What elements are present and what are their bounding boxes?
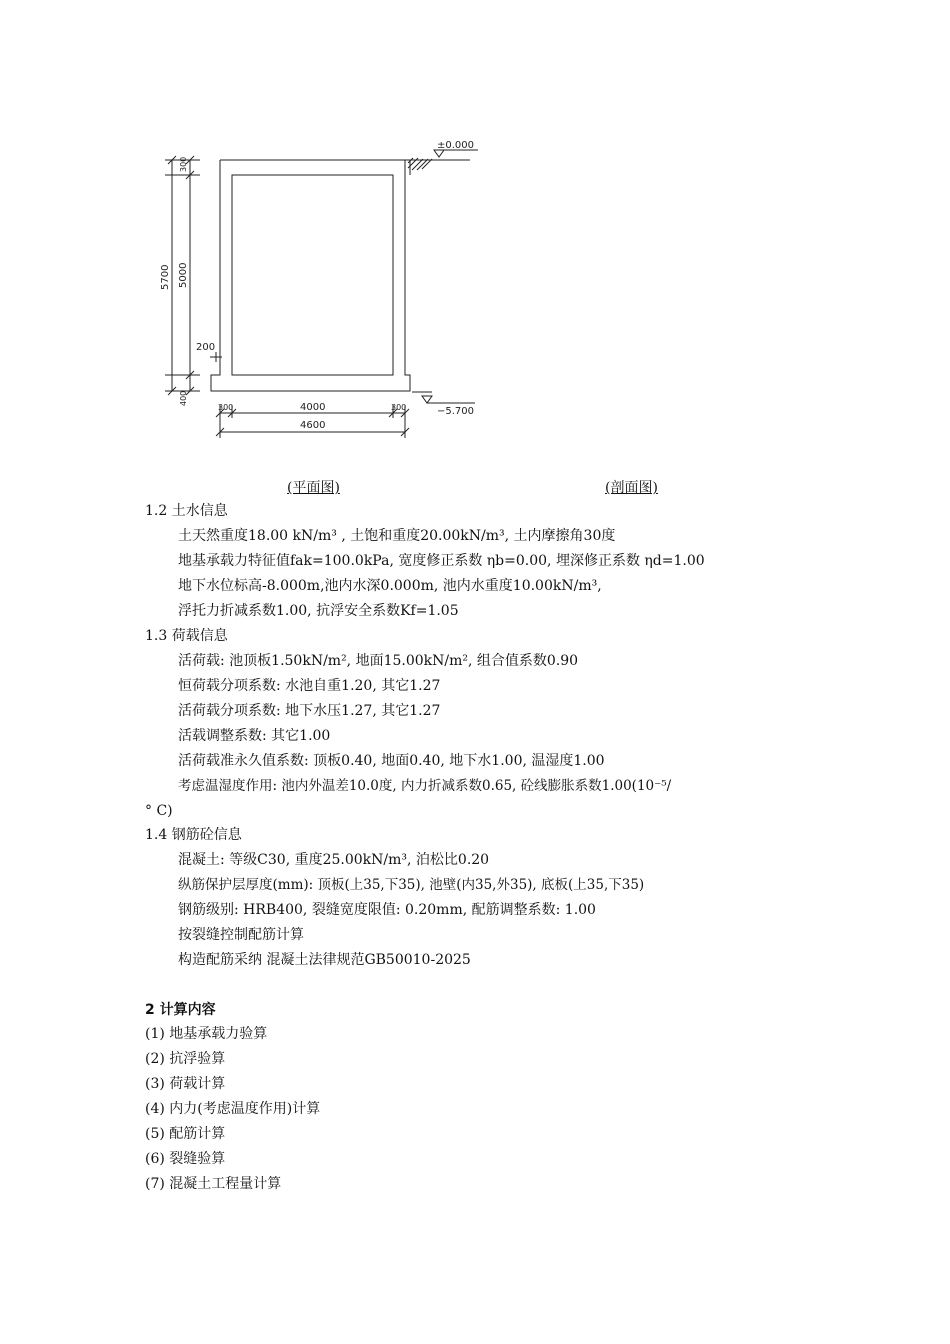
list-item: (3) 荷载计算: [145, 1076, 226, 1092]
section-heading-1-4: 1.4 钢筋砼信息: [145, 827, 242, 843]
dim-roof: 300: [179, 156, 188, 172]
text-line: 构造配筋采纳 混凝土法律规范GB50010-2025: [178, 952, 471, 968]
elevation-top-label: ±0.000: [437, 140, 475, 151]
list-item: (6) 裂缝验算: [145, 1151, 226, 1167]
text-line: ° C): [145, 803, 173, 819]
section-heading-1-2: 1.2 土水信息: [145, 503, 228, 519]
text-line: 考虑温湿度作用: 池内外温差10.0度, 内力折减系数0.65, 砼线膨胀系数1.00(10⁻⁵/: [178, 778, 672, 794]
caption-section: (剖面图): [605, 480, 658, 496]
dim-total-width: 4600: [300, 420, 326, 431]
dim-inner-width: 4000: [300, 402, 326, 413]
list-item: (7) 混凝土工程量计算: [145, 1176, 282, 1192]
text-line: 恒荷载分项系数: 水池自重1.20, 其它1.27: [178, 678, 441, 694]
text-line: 活荷载: 池顶板1.50kN/m², 地面15.00kN/m², 组合值系数0.90: [178, 653, 579, 669]
list-item: (2) 抗浮验算: [145, 1051, 226, 1067]
dim-base: 400: [179, 390, 188, 406]
text-line: 活载调整系数: 其它1.00: [178, 728, 331, 744]
text-line: 地下水位标高-8.000m,池内水深0.000m, 池内水重度10.00kN/m³,: [178, 578, 602, 594]
list-item: (4) 内力(考虑温度作用)计算: [145, 1101, 321, 1117]
dim-total-height: 5700: [160, 264, 171, 290]
text-line: 混凝土: 等级C30, 重度25.00kN/m³, 泊松比0.20: [178, 852, 490, 868]
text-line: 钢筋级别: HRB400, 裂缝宽度限值: 0.20mm, 配筋调整系数: 1.00: [178, 902, 596, 918]
text-line: 地基承载力特征值fak=100.0kPa, 宽度修正系数 ηb=0.00, 埋深修正系数 ηd=1.00: [178, 553, 705, 569]
section-drawing: [0, 0, 950, 470]
list-item: (5) 配筋计算: [145, 1126, 226, 1142]
elevation-bottom-label: −5.700: [437, 406, 475, 417]
dim-haunch: 200: [196, 342, 216, 353]
caption-plan: (平面图): [287, 480, 340, 496]
text-line: 浮托力折减系数1.00, 抗浮安全系数Kf=1.05: [178, 603, 459, 619]
text-line: 土天然重度18.00 kN/m³ , 土饱和重度20.00kN/m³, 土内摩擦角30度: [178, 528, 616, 544]
inner-outline: [232, 175, 393, 375]
text-line: 纵筋保护层厚度(mm): 顶板(上35,下35), 池壁(内35,外35), 底板(上35,下35): [178, 877, 645, 893]
section-heading-2: 2 计算内容: [145, 1002, 216, 1018]
text-line: 按裂缝控制配筋计算: [178, 927, 304, 943]
text-line: 活荷载准永久值系数: 顶板0.40, 地面0.40, 地下水1.00, 温湿度1.00: [178, 753, 605, 769]
section-heading-1-3: 1.3 荷载信息: [145, 628, 228, 644]
outer-outline: [211, 160, 410, 391]
dim-inner-height: 5000: [178, 262, 189, 288]
dim-wall-left: 300: [218, 403, 234, 412]
list-item: (1) 地基承载力验算: [145, 1026, 268, 1042]
text-line: 活荷载分项系数: 地下水压1.27, 其它1.27: [178, 703, 441, 719]
dim-wall-right: 300: [391, 403, 407, 412]
